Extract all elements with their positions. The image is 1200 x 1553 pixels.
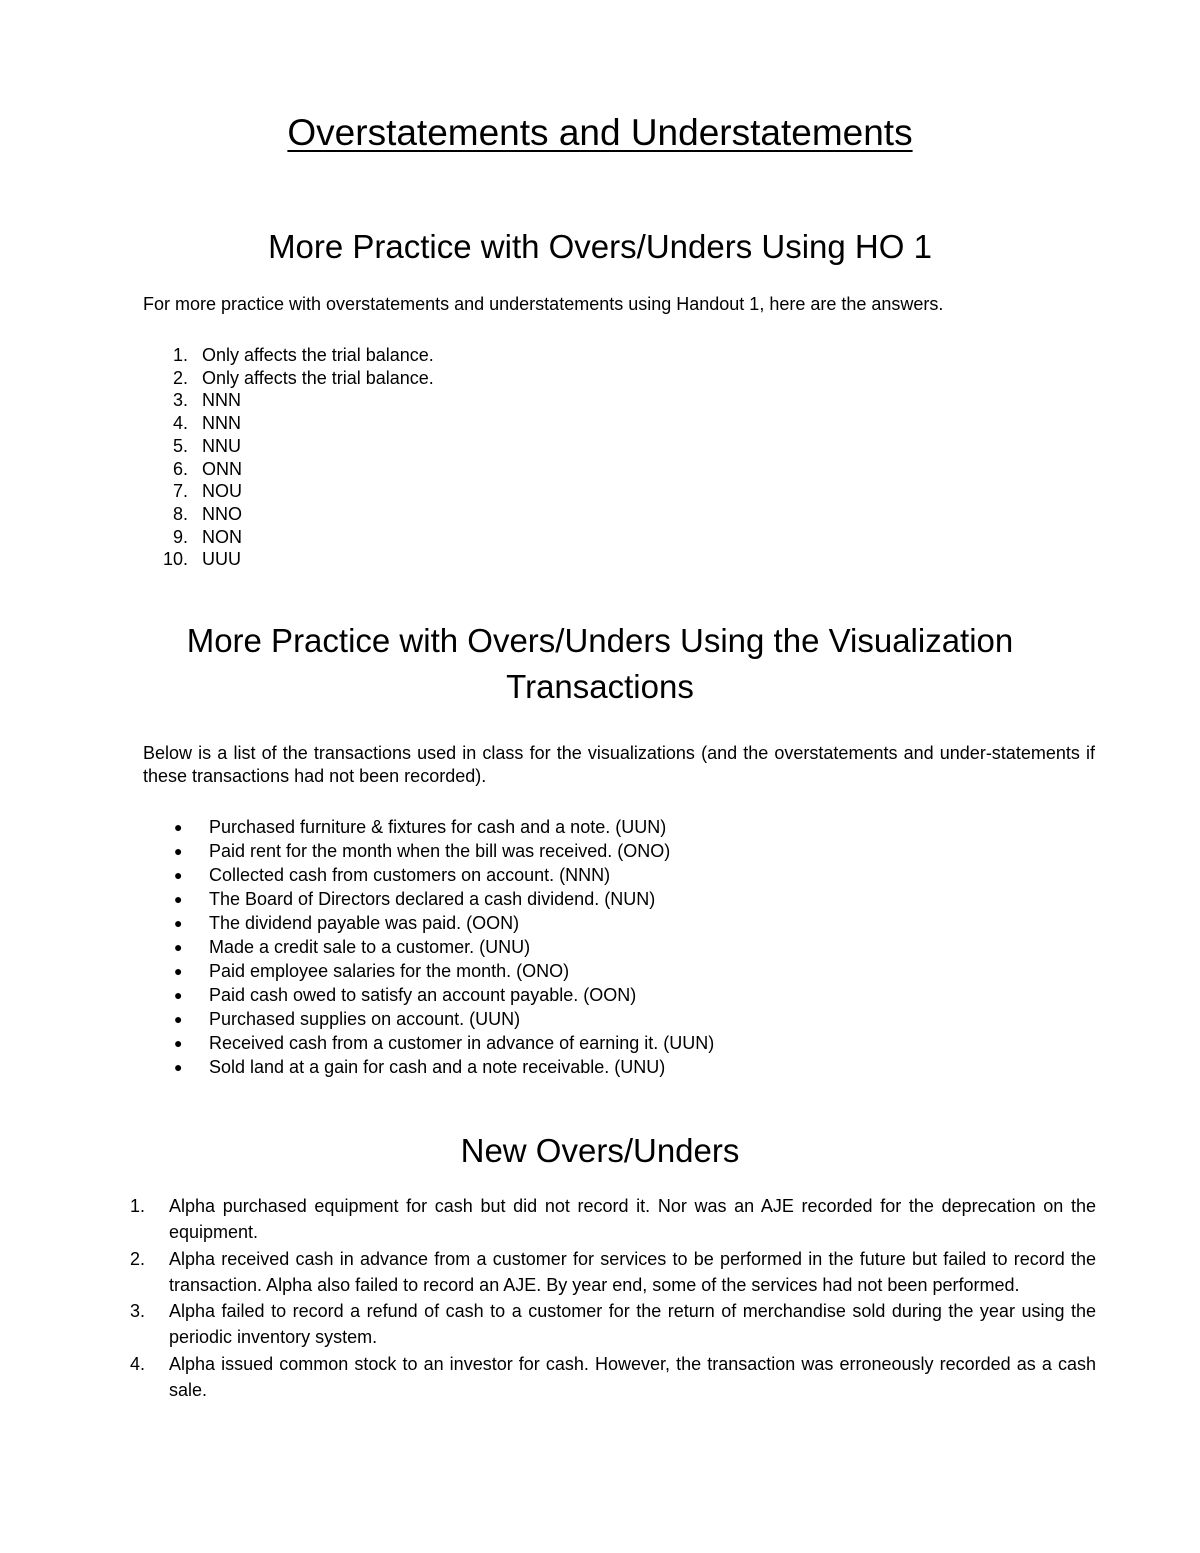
list-text: Made a credit sale to a customer. (UNU)	[209, 937, 531, 957]
list-item	[172, 1055, 714, 1079]
new-overs-unders-list	[130, 1193, 1096, 1403]
section3-heading: New Overs/Unders	[460, 1132, 740, 1169]
list-item	[160, 344, 434, 367]
list-item	[160, 412, 434, 435]
bullet-icon: ●	[174, 891, 183, 907]
bullet-icon: ●	[174, 1011, 183, 1027]
list-text: Paid cash owed to satisfy an account payable. (OON)	[209, 985, 637, 1005]
section2-heading-line2: Transactions	[506, 668, 694, 705]
list-item	[172, 935, 714, 959]
list-item	[172, 887, 714, 911]
list-text: NNN	[202, 413, 241, 434]
section1-heading: More Practice with Overs/Unders Using HO 1	[268, 228, 932, 265]
transactions-list	[172, 815, 714, 1079]
bullet-icon: ●	[174, 987, 183, 1003]
bullet-icon: ●	[174, 963, 183, 979]
list-item	[160, 367, 434, 390]
list-item	[160, 435, 434, 458]
section2-heading-line1: More Practice with Overs/Unders Using the Visualization	[186, 622, 1014, 659]
list-text: NNO	[202, 503, 242, 524]
list-number: 10.	[162, 549, 188, 570]
list-text: Paid rent for the month when the bill was received. (ONO)	[209, 841, 671, 861]
list-item	[130, 1246, 1096, 1299]
list-text: Paid employee salaries for the month. (ONO)	[209, 961, 570, 981]
list-text: ONN	[202, 458, 242, 479]
list-text: Sold land at a gain for cash and a note receivable. (UNU)	[209, 1057, 666, 1077]
list-text: Received cash from a customer in advance of earning it. (UUN)	[209, 1033, 715, 1053]
list-number: 3.	[130, 1301, 146, 1322]
bullet-icon: ●	[174, 1059, 183, 1075]
section1-intro: For more practice with overstatements and understatements using Handout 1, here are the answers.	[143, 294, 944, 314]
list-item	[172, 815, 714, 839]
list-number: 6.	[172, 458, 188, 479]
list-text: Alpha purchased equipment for cash but did not record it. Nor was an AJE recorded for the deprecation on the equipment.	[169, 1196, 1096, 1243]
list-item	[160, 503, 434, 526]
list-text: Alpha failed to record a refund of cash to a customer for the return of merchandise sold during the year using the periodic inventory system.	[169, 1301, 1096, 1348]
list-text: UUU	[202, 549, 241, 570]
list-text: Alpha issued common stock to an investor for cash. However, the transaction was erroneously recorded as a cash sale.	[169, 1353, 1096, 1401]
list-text: Purchased supplies on account. (UUN)	[209, 1009, 521, 1029]
bullet-icon: ●	[174, 867, 183, 883]
bullet-icon: ●	[174, 843, 183, 859]
list-text: Collected cash from customers on account. (NNN)	[209, 865, 611, 885]
list-item	[130, 1351, 1096, 1404]
list-text: The dividend payable was paid. (OON)	[209, 913, 520, 933]
bullet-icon: ●	[174, 915, 183, 931]
list-number: 5.	[172, 435, 188, 456]
list-number: 9.	[172, 526, 188, 547]
section2-heading	[0, 618, 1200, 710]
list-item	[130, 1193, 1096, 1246]
list-item	[172, 1031, 714, 1055]
list-number: 2.	[130, 1248, 146, 1269]
list-text: Only affects the trial balance.	[202, 345, 434, 365]
list-number: 1.	[130, 1196, 146, 1216]
list-item	[160, 526, 434, 549]
bullet-icon: ●	[174, 939, 183, 955]
bullet-icon: ●	[174, 819, 183, 835]
list-text: Purchased furniture & fixtures for cash and a note. (UUN)	[209, 817, 667, 837]
list-text: Alpha received cash in advance from a customer for services to be performed in the future but failed to record the transaction. Alpha also failed to record an AJE. By year end, some of the services had not been performed.	[169, 1248, 1096, 1295]
list-number: 8.	[172, 503, 188, 524]
bullet-icon: ●	[174, 1035, 183, 1051]
list-item	[172, 863, 714, 887]
list-text: NNU	[202, 435, 241, 456]
list-text: The Board of Directors declared a cash dividend. (NUN)	[209, 889, 656, 909]
list-number: 3.	[172, 390, 188, 411]
list-text: NON	[202, 526, 242, 547]
section2-intro: Below is a list of the transactions used in class for the visualizations (and the overstatements and under-statements if these transactions had not been recorded).	[143, 743, 1095, 786]
list-number: 4.	[172, 413, 188, 434]
list-item	[172, 911, 714, 935]
page-title: Overstatements and Understatements	[287, 112, 913, 153]
list-number: 4.	[130, 1353, 146, 1374]
list-text: NNN	[202, 390, 241, 411]
answers-list	[160, 344, 434, 571]
list-item	[160, 548, 434, 571]
list-item	[172, 1007, 714, 1031]
list-item	[172, 983, 714, 1007]
list-item	[160, 458, 434, 481]
list-text: NOU	[202, 481, 242, 502]
list-number: 7.	[172, 481, 188, 502]
list-item	[160, 480, 434, 503]
list-number: 1.	[172, 345, 188, 365]
list-text: Only affects the trial balance.	[202, 367, 434, 388]
list-item	[130, 1298, 1096, 1351]
list-item	[172, 959, 714, 983]
list-item	[160, 389, 434, 412]
list-number: 2.	[172, 367, 188, 388]
list-item	[172, 839, 714, 863]
